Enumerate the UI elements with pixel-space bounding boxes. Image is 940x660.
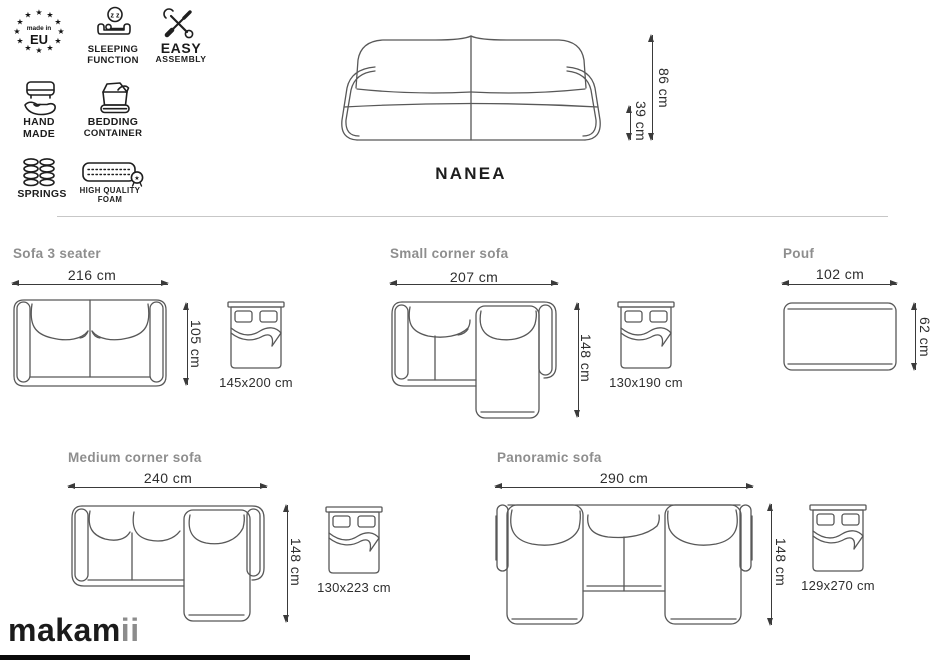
svg-text:★: ★ xyxy=(54,36,62,46)
depth-label: 105 cm xyxy=(188,319,204,369)
easy-assembly-icon xyxy=(161,7,195,38)
depth-arrow xyxy=(771,504,772,625)
width-arrow xyxy=(68,487,267,488)
depth-arrow xyxy=(915,303,916,370)
svg-text:★: ★ xyxy=(24,43,32,53)
eu-text: EU xyxy=(29,32,49,47)
section-title: Small corner sofa xyxy=(390,246,509,261)
width-arrow xyxy=(12,284,168,285)
bed-size-label: 130x223 cm xyxy=(317,580,391,595)
sleeping-function-label: SLEEPING FUNCTION xyxy=(87,44,139,66)
width-label: 290 cm xyxy=(599,470,649,486)
high-quality-foam-icon xyxy=(82,161,146,187)
sofa-front-view-drawing xyxy=(337,30,605,142)
depth-label: 62 cm xyxy=(917,316,933,358)
sleeping-function-icon xyxy=(96,6,132,39)
hand-made-icon xyxy=(21,80,59,117)
seat-height-arrow xyxy=(630,106,631,140)
springs-icon xyxy=(22,157,56,188)
panoramic-sofa-top-view xyxy=(495,502,753,627)
width-label: 102 cm xyxy=(815,266,865,282)
section-title: Pouf xyxy=(783,246,815,261)
made-in-text: made in xyxy=(26,25,52,32)
svg-text:★: ★ xyxy=(57,27,65,36)
product-name: NANEA xyxy=(435,164,507,183)
svg-text:★: ★ xyxy=(13,27,21,36)
width-label: 207 cm xyxy=(449,269,499,285)
divider-line xyxy=(57,216,888,217)
width-label: 240 cm xyxy=(143,470,193,486)
zz-text: z z xyxy=(110,12,120,20)
bed-size-label: 129x270 cm xyxy=(801,578,875,593)
brand-logo-suffix: ii xyxy=(120,612,140,648)
bed-size-icon xyxy=(227,300,285,370)
svg-text:★: ★ xyxy=(46,10,54,20)
svg-text:★: ★ xyxy=(134,176,140,182)
width-label: 216 cm xyxy=(67,267,117,283)
small-corner-sofa-top-view xyxy=(388,298,560,419)
bedding-container-icon xyxy=(96,79,134,116)
depth-label: 148 cm xyxy=(288,537,304,587)
width-arrow xyxy=(390,284,558,285)
width-arrow xyxy=(495,487,753,488)
bed-size-label: 145x200 cm xyxy=(219,375,293,390)
depth-label: 148 cm xyxy=(773,537,789,587)
high-quality-foam-label: HIGH QUALITY FOAM xyxy=(79,186,141,204)
svg-text:★: ★ xyxy=(16,17,24,27)
bed-size-icon xyxy=(325,505,383,575)
brand-logo xyxy=(8,612,140,649)
bed-size-icon xyxy=(617,300,675,370)
section-title: Panoramic sofa xyxy=(497,450,602,465)
height-label: 86 cm xyxy=(656,67,672,109)
svg-text:★: ★ xyxy=(24,10,32,20)
bed-size-icon xyxy=(808,503,868,573)
svg-text:★: ★ xyxy=(54,17,62,27)
seat-height-label: 39 cm xyxy=(633,100,649,142)
medium-corner-sofa-top-view xyxy=(68,504,268,623)
product-spec-sheet: ★ ★ ★ ★ ★ ★ ★ ★ ★ ★ ★ ★ made in EU z z SLEEPING FUNCTION EASY ASSEMBLY HAND MADE BEDDING CONTAINER SPRINGS ★ HIGH QUALITY FOAM 86 cm 39 cm NANEA Sofa 3 seater 216 cm 105 cm 145x200 cm Small corner sofa 207 cm 148 cm 130x190 cm Pouf 102 cm 62 cm Medium corner sofa 240 cm 148 cm 130x223 cm Panoramic sofa 290 cm 148 cm 129x270 cm makamii xyxy=(0,0,940,660)
height-arrow xyxy=(652,35,653,140)
section-title: Medium corner sofa xyxy=(68,450,202,465)
brand-logo-prefix: makam xyxy=(8,612,121,648)
pouf-top-view xyxy=(782,301,898,372)
sofa-3-seater-top-view xyxy=(10,298,170,388)
bed-size-label: 130x190 cm xyxy=(609,375,683,390)
bottom-bar xyxy=(0,655,470,660)
svg-text:★: ★ xyxy=(16,36,24,46)
made-in-eu-icon xyxy=(13,8,65,55)
svg-text:★: ★ xyxy=(46,43,54,53)
svg-text:★: ★ xyxy=(35,8,43,17)
depth-label: 148 cm xyxy=(578,333,594,383)
hand-made-label: HAND MADE xyxy=(22,116,56,140)
springs-label: SPRINGS xyxy=(17,188,67,200)
svg-text:★: ★ xyxy=(35,46,43,55)
section-title: Sofa 3 seater xyxy=(13,246,101,261)
width-arrow xyxy=(782,284,897,285)
